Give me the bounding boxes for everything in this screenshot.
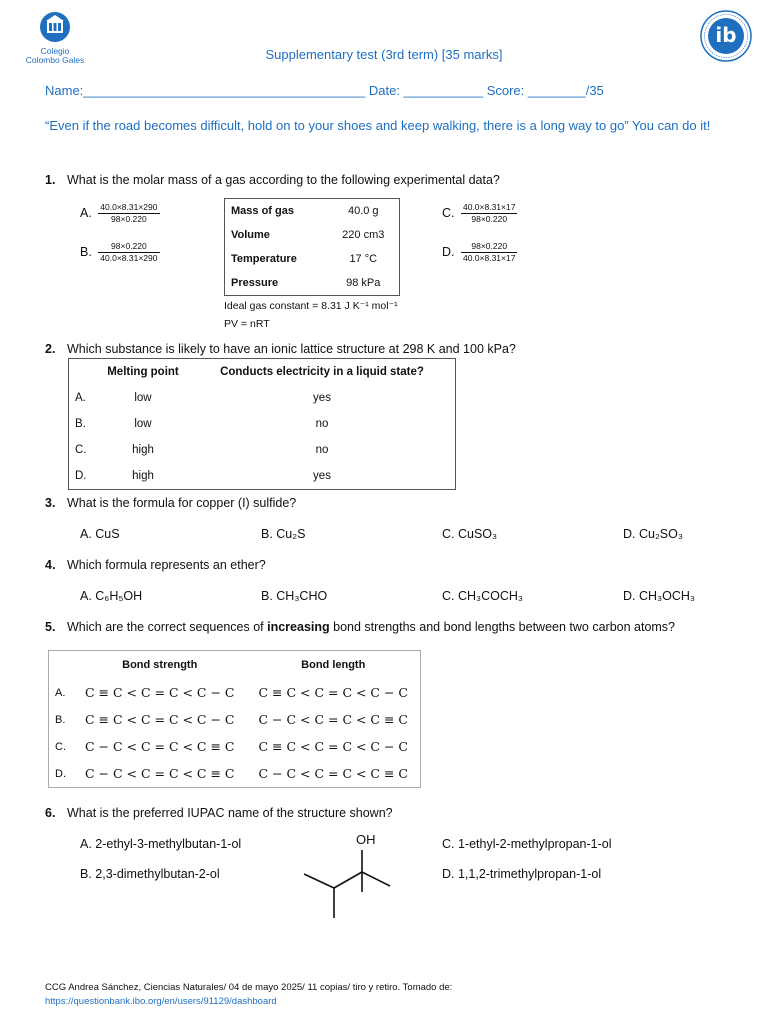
question-text-after: bond strengths and bond lengths between two carbon atoms?: [329, 620, 676, 634]
fraction-denominator: 40.0×8.31×290: [100, 253, 158, 263]
name-date-score-line: Name:_______________________________________ Date: ___________ Score: ________/35: [45, 83, 604, 98]
fraction-numerator: 40.0×8.31×17: [462, 202, 516, 212]
table-row[interactable]: [49, 760, 421, 788]
hydroxyl-label: OH: [356, 832, 376, 847]
school-name-line1: Colegio: [40, 46, 70, 56]
q3-option-d[interactable]: D. Cu₂SO₃: [623, 527, 683, 541]
table-cell: C − C < C = C < C ≡ C: [84, 739, 235, 754]
table-cell: Temperature: [231, 253, 297, 265]
table-cell: C − C < C = C < C ≡ C: [84, 766, 235, 781]
question-text: What is the preferred IUPAC name of the structure shown?: [67, 806, 393, 820]
question-5: [45, 620, 675, 634]
question-1: [45, 173, 500, 187]
question-text: Which substance is likely to have an ionic lattice structure at 298 K and 100 kPa?: [67, 342, 516, 356]
table-cell: no: [315, 444, 329, 456]
q3-option-b[interactable]: B. Cu₂S: [261, 527, 306, 541]
table-header-row: [49, 651, 421, 680]
table-row[interactable]: [69, 385, 456, 411]
school-name-line2: Colombo Gales: [25, 55, 85, 65]
q4-option-d[interactable]: D. CH₃OCH₃: [623, 589, 695, 603]
table-row[interactable]: [69, 437, 456, 463]
table-cell: high: [132, 470, 154, 482]
table-header: [69, 359, 98, 386]
question-text-emphasis: increasing: [267, 620, 330, 634]
question-3: [45, 496, 296, 510]
table-cell: high: [132, 444, 154, 456]
table-cell: yes: [313, 470, 331, 482]
table-cell: 17 °C: [349, 253, 378, 265]
q4-option-c[interactable]: C. CH₃COCH₃: [442, 589, 524, 603]
fraction-numerator: 98×0.220: [461, 241, 517, 253]
q1-option-b[interactable]: [80, 241, 160, 264]
fraction-denominator: 98×0.220: [111, 214, 147, 224]
q5-table: [48, 650, 421, 788]
row-label: C.: [55, 740, 66, 753]
table-cell: 40.0 g: [347, 205, 379, 217]
footer: [45, 981, 452, 1009]
q6-option-d[interactable]: D. 1,1,2-trimethylpropan-1-ol: [442, 867, 602, 881]
question-text: Which formula represents an ether?: [67, 558, 266, 572]
table-row[interactable]: [69, 463, 456, 490]
question-6: [45, 806, 393, 820]
question-text: What is the molar mass of a gas according to the following experimental data?: [67, 173, 500, 187]
table-cell: C ≡ C < C = C < C − C: [258, 685, 408, 700]
q1-option-c[interactable]: [442, 202, 517, 225]
table-cell: Mass of gas: [231, 205, 294, 217]
question-4: [45, 558, 266, 572]
q6-option-a[interactable]: A. 2-ethyl-3-methylbutan-1-ol: [80, 837, 242, 851]
table-cell: Volume: [231, 229, 270, 241]
table-cell: C ≡ C < C = C < C − C: [258, 739, 408, 754]
question-number: 5.: [45, 620, 56, 634]
option-label: B.: [80, 244, 92, 259]
table-header-row: [69, 359, 456, 386]
fraction-numerator: 40.0×8.31×290: [100, 202, 158, 212]
q6-option-c[interactable]: C. 1-ethyl-2-methylpropan-1-ol: [442, 837, 612, 851]
table-row: [225, 223, 400, 247]
fraction-denominator: 40.0×8.31×17: [462, 253, 516, 263]
row-label: B.: [55, 713, 66, 726]
row-label: D.: [55, 767, 66, 780]
question-number: 2.: [45, 342, 56, 356]
table-row[interactable]: [49, 733, 421, 760]
footer-credit: CCG Andrea Sánchez, Ciencias Naturales/ 04 de mayo 2025/ 11 copias/ tiro y retiro. Tomado de:: [45, 982, 453, 993]
question-2: [45, 342, 516, 356]
table-cell: C − C < C = C < C ≡ C: [258, 766, 408, 781]
option-label: C.: [442, 205, 455, 220]
gas-constant: Ideal gas constant = 8.31 J K⁻¹ mol⁻¹: [224, 300, 398, 312]
table-header: [49, 651, 74, 680]
row-label: C.: [75, 444, 87, 456]
question-text: What is the formula for copper (I) sulfide?: [67, 496, 297, 510]
table-cell: low: [134, 418, 152, 430]
school-crest-icon: [38, 10, 72, 44]
table-cell: yes: [313, 392, 331, 404]
table-row: [225, 199, 400, 224]
question-number: 3.: [45, 496, 56, 510]
row-label: D.: [75, 470, 87, 482]
option-label: A.: [80, 205, 92, 220]
option-label: D.: [442, 244, 455, 259]
q2-table: [68, 358, 456, 490]
q4-option-b[interactable]: B. CH₃CHO: [261, 589, 328, 603]
skeletal-structure: [300, 830, 400, 922]
fraction-denominator: 98×0.220: [471, 214, 508, 224]
row-label: B.: [75, 418, 86, 430]
page-title: Supplementary test (3rd term) [35 marks]: [265, 47, 503, 62]
table-header: Bond length: [301, 659, 366, 671]
table-cell: 220 cm3: [342, 229, 385, 241]
q1-option-d[interactable]: [442, 241, 517, 264]
q6-option-b[interactable]: B. 2,3-dimethylbutan-2-ol: [80, 867, 220, 881]
table-header: Conducts electricity in a liquid state?: [220, 366, 424, 378]
table-cell: low: [134, 392, 152, 404]
skeletal-formula-diagram: [300, 830, 400, 922]
question-number: 4.: [45, 558, 56, 572]
q3-option-a[interactable]: A. CuS: [80, 527, 120, 541]
ideal-gas-equation: PV = nRT: [224, 318, 270, 330]
table-cell: C ≡ C < C = C < C − C: [84, 685, 235, 700]
q4-option-a[interactable]: A. C₆H₅OH: [80, 589, 143, 603]
table-cell: Pressure: [231, 277, 279, 289]
q3-option-c[interactable]: C. CuSO₃: [442, 527, 498, 541]
row-label: A.: [55, 686, 66, 699]
table-cell: 98 kPa: [346, 277, 381, 289]
ib-logo-text: ib: [715, 23, 737, 47]
row-label: A.: [75, 392, 86, 404]
table-cell: C ≡ C < C = C < C − C: [84, 712, 235, 727]
table-cell: no: [315, 418, 329, 430]
table-row: [225, 247, 400, 271]
table-row[interactable]: [69, 411, 456, 437]
question-number: 1.: [45, 173, 56, 187]
table-header: Bond strength: [122, 659, 198, 671]
question-text-before: Which are the correct sequences of: [67, 620, 268, 634]
q1-option-a[interactable]: [80, 202, 160, 225]
fraction-numerator: 98×0.220: [98, 241, 159, 253]
table-row[interactable]: [49, 706, 421, 733]
motivational-quote: “Even if the road becomes difficult, hold on to your shoes and keep walking, there is a long way to go” You can do it!: [45, 118, 711, 133]
question-number: 6.: [45, 806, 56, 820]
table-header: Melting point: [107, 366, 179, 378]
q1-data-table: [224, 198, 400, 296]
table-row: [225, 271, 400, 296]
table-row[interactable]: [49, 679, 421, 706]
footer-link[interactable]: https://questionbank.ibo.org/en/users/91129/dashboard: [45, 996, 277, 1007]
table-cell: C − C < C = C < C ≡ C: [258, 712, 408, 727]
